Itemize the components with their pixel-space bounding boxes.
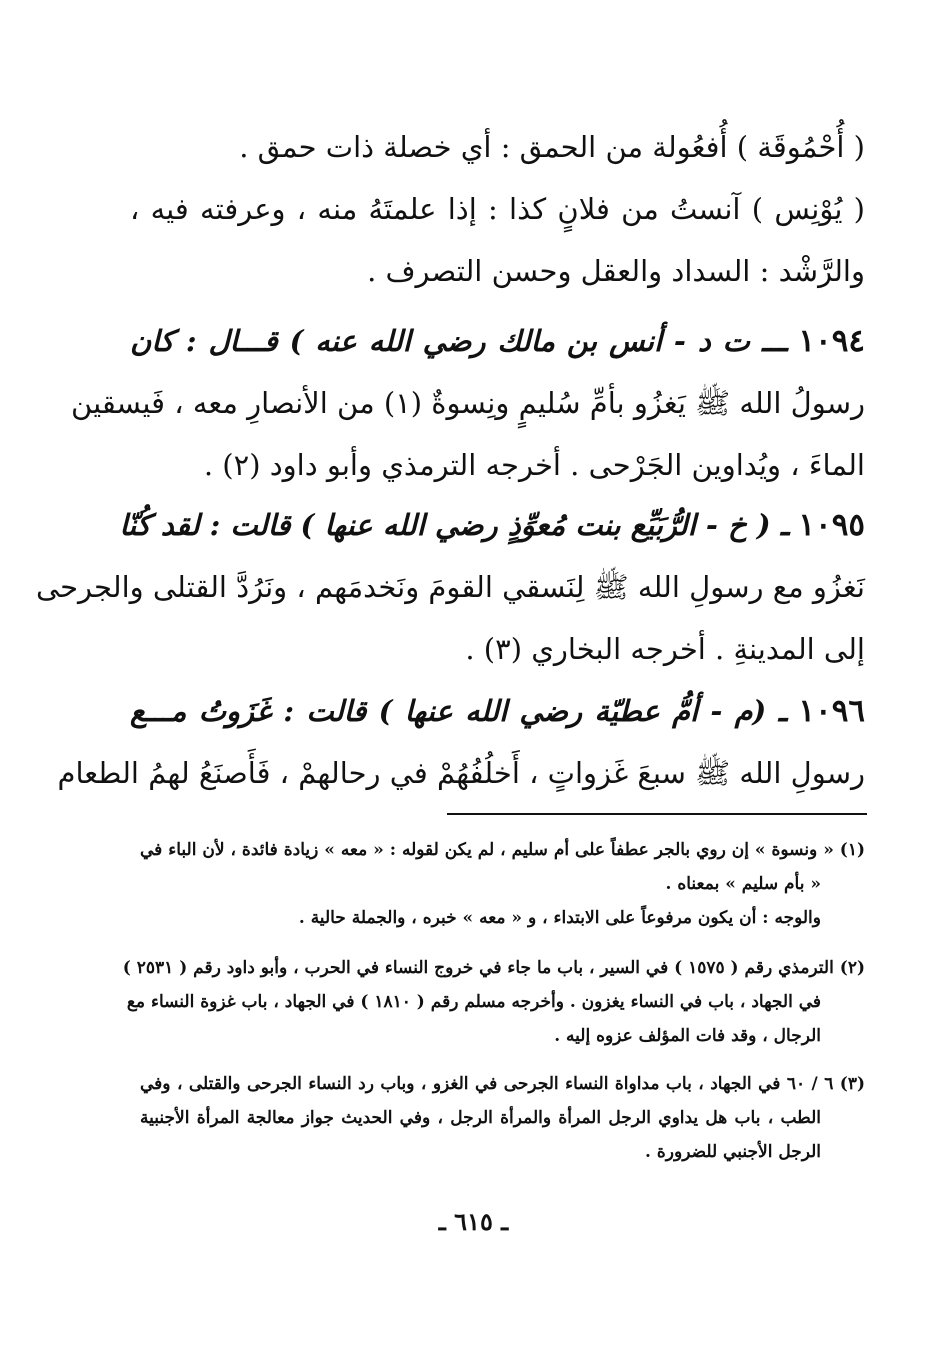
footnote-line: والوجه : أن يكون مرفوعاً على الابتداء ، و « معه » خبره ، والجملة حالية . [298,908,821,928]
footnote-2 [122,951,865,1053]
page-number: ـ ٦١٥ ـ [438,1207,509,1236]
footnote-line: الطب ، باب هل يداوي الرجل المرأة والمرأة الرجل ، وفي الحديث جواز معالجة المرأة الأجنبية [140,1108,821,1128]
footnote-1 [140,833,865,935]
text-line: إلى المدينةِ . أخرجه البخاري (٣) . [465,632,865,666]
hadith-1095 [35,494,865,680]
hadith-1094 [71,310,866,496]
footnote-line: في الجهاد ، باب في النساء يغزون . وأخرجه مسلم رقم ( ١٨١٠ ) في الجهاد ، باب غزوة النساء مع [126,992,821,1012]
footnote-line: الرجال ، وقد فات المؤلف عزوه إليه . [554,1026,821,1046]
footnote-separator [447,813,867,815]
hadith-number: ١٠٩٥ [798,507,865,543]
footnote-line: (١) « ونسوة » إن روي بالجر عطفاً على أم سليم ، لم يكن لقوله : « معه » زيادة فائدة ، لأن الباء في [140,840,865,860]
hadith-1096 [57,680,866,804]
text-line: والرَّشْد : السداد والعقل وحسن التصرف . [367,254,865,288]
footnote-line: (٣) ٦ / ٦٠ في الجهاد ، باب مداواة النساء الجرحى في الغزو ، وباب رد النساء الجرحى والقتلى ، وفي [140,1074,865,1094]
hadith-number: ١٠٩٤ [798,323,866,359]
text-line: ( أُحْمُوقَة ) أُفعُولة من الحمق : أي خصلة ذات حمق . [239,130,865,164]
main-text [130,116,865,302]
hadith-heading-text: ـ (م - أمُّ عطيّة رضي الله عنها ) قالت : غَزَوتُ مـــع [130,694,788,728]
text-line: الماءَ ، ويُداوين الجَرْحى . أخرجه الترمذي وأبو داود (٢) . [203,448,865,482]
footnote-line: (٢) الترمذي رقم ( ١٥٧٥ ) في السير ، باب ما جاء في خروج النساء في الحرب ، وأبو داود رقم ( ٢٥٣١ ) [122,958,865,978]
text-line: ( يُوْنِس ) آنستُ من فلانٍ كذا : إذا علمتَهُ منه ، وعرفته فيه ، [130,192,865,226]
hadith-heading [130,310,865,372]
text-line: نَغزُو مع رسولِ الله ﷺ لِنَسقي القومَ ونَخدمَهم ، ونَرُدَّ القتلى والجرحى [35,570,865,604]
text-line: رسولُ الله ﷺ يَغزُو بأمِّ سُليمٍ ونِسوةٌ (١) من الأنصارِ معه ، فَيسقين [71,386,865,420]
text-line: رسولِ الله ﷺ سبعَ غَزواتٍ ، أَخلُفُهُمْ في رحالهمْ ، فَأَصنَعُ لهمُ الطعام [57,756,865,790]
footnote-line: « بأم سليم » بمعناه . [665,874,821,894]
hadith-heading [119,494,865,556]
hadith-heading [130,680,865,742]
hadith-heading-text: ـ ( خ - الرُّبَيِّع بنت مُعوِّذٍ رضي الله عنها ) قالت : لقد كُنّا [119,508,790,542]
footnote-3 [140,1067,865,1169]
hadith-number: ١٠٩٦ [798,693,866,729]
hadith-heading-text: ـــ ت د - أنس بن مالك رضي الله عنه ) قـــال : كان [130,324,788,358]
footnote-line: الرجل الأجنبي للضرورة . [645,1142,821,1162]
